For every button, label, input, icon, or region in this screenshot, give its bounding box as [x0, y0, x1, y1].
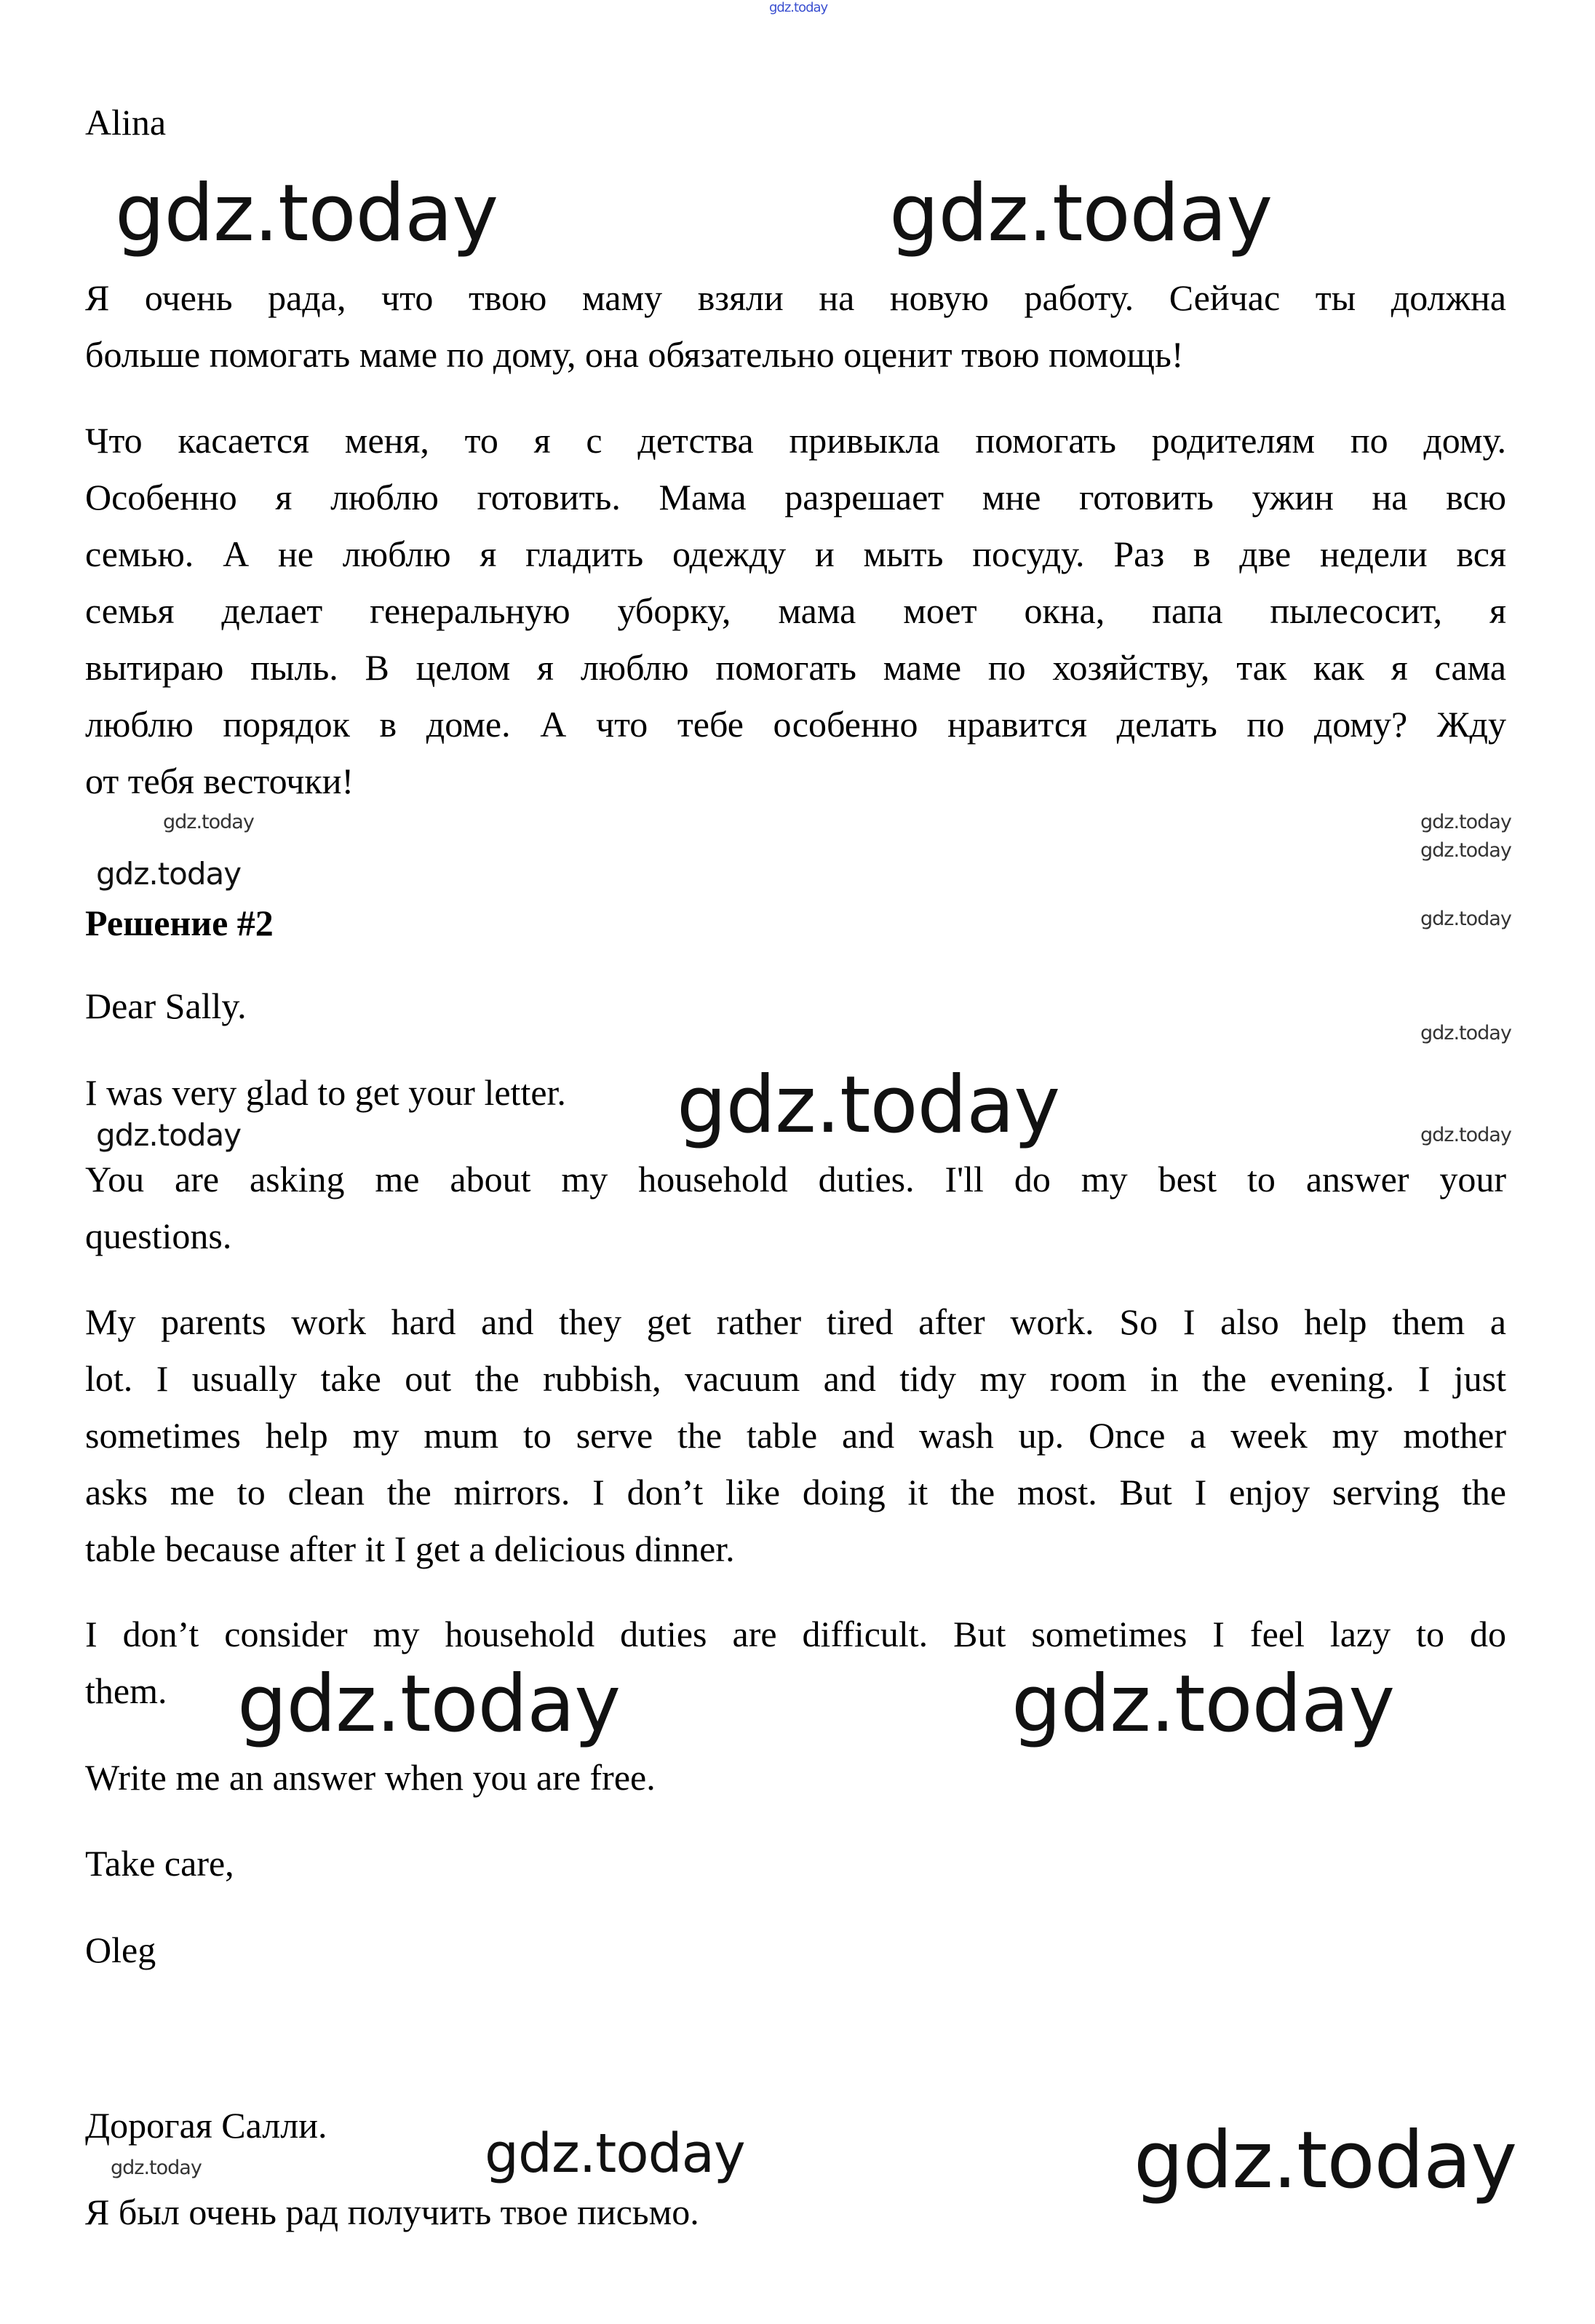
text-line: люблю порядок в доме. А что тебе особенно нравится делать по дому? Жду [85, 704, 1506, 745]
text-line: Что касается меня, то я с детства привыкла помогать родителям по дому. [85, 420, 1506, 461]
heading-text: Решение #2 [85, 903, 274, 943]
text-line: Take care, [85, 1843, 234, 1884]
watermark: gdz.today [1134, 2115, 1517, 2206]
text-line: семью. А не люблю я гладить одежду и мыть посуду. Раз в две недели вся [85, 534, 1506, 574]
text-line: Я очень рада, что твою маму взяли на новую работу. Сейчас ты должна [85, 277, 1506, 318]
text-line: Alina [85, 102, 167, 143]
watermark: gdz.today [677, 1060, 1060, 1151]
text-line: от тебя весточки! [85, 761, 354, 801]
text-line: My parents work hard and they get rather tired after work. So I also help them a [85, 1301, 1506, 1342]
text-line: семья делает генеральную уборку, мама моет окна, папа пылесосит, я [85, 590, 1506, 631]
watermark: gdz.today [237, 1659, 621, 1750]
watermark: gdz.today [115, 168, 498, 259]
watermark: gdz.today [1420, 908, 1511, 930]
paragraph-asking [85, 1151, 1506, 1264]
text-line: them. [85, 1670, 167, 1711]
watermark: gdz.today [889, 168, 1273, 259]
text-line: Write me an answer when you are free. [85, 1757, 656, 1798]
watermark: gdz.today [111, 2157, 202, 2179]
watermark: gdz.today [1420, 811, 1511, 833]
russian-paragraph-1 [85, 269, 1506, 383]
text-line: asks me to clean the mirrors. I don’t like doing it the most. But I enjoy serving the [85, 1472, 1506, 1512]
signature-oleg [85, 1922, 1506, 1978]
text-line: I was very glad to get your letter. [85, 1072, 566, 1113]
text-line: больше помогать маме по дому, она обязательно оценит твою помощь! [85, 334, 1184, 375]
line-take-care [85, 1835, 1506, 1892]
watermark: gdz.today [485, 2122, 745, 2185]
line-write [85, 1749, 1506, 1806]
watermark: gdz.today [1420, 839, 1511, 862]
text-line: Oleg [85, 1930, 156, 1970]
text-line: Дорогая Салли. [85, 2105, 327, 2146]
watermark: gdz.today [769, 0, 828, 15]
watermark: gdz.today [96, 856, 242, 892]
text-line: Особенно я люблю готовить. Мама разрешает мне готовить ужин на всю [85, 477, 1506, 517]
russian-paragraph-2 [85, 412, 1506, 809]
text-line: table because after it I get a delicious dinner. [85, 1528, 735, 1569]
solution-heading [85, 895, 1506, 951]
text-line: Dear Sally. [85, 985, 247, 1026]
text-line: questions. [85, 1215, 232, 1256]
watermark: gdz.today [1420, 1022, 1511, 1044]
text-line: You are asking me about my household duties. I'll do my best to answer your [85, 1159, 1506, 1199]
watermark: gdz.today [163, 811, 254, 833]
text-line: Я был очень рад получить твое письмо. [85, 2192, 699, 2232]
text-line: вытираю пыль. В целом я люблю помогать маме по хозяйству, так как я сама [85, 647, 1506, 688]
watermark: gdz.today [1420, 1124, 1511, 1146]
text-line: lot. I usually take out the rubbish, vacuum and tidy my room in the evening. I just [85, 1358, 1506, 1399]
watermark: gdz.today [1011, 1659, 1395, 1750]
text-line: I don’t consider my household duties are difficult. But sometimes I feel lazy to do [85, 1614, 1506, 1654]
text-line: sometimes help my mum to serve the table and wash up. Once a week my mother [85, 1415, 1506, 1456]
greeting [85, 977, 1506, 1034]
paragraph-parents [85, 1293, 1506, 1577]
signature-alina [85, 94, 1506, 151]
watermark: gdz.today [96, 1117, 242, 1153]
